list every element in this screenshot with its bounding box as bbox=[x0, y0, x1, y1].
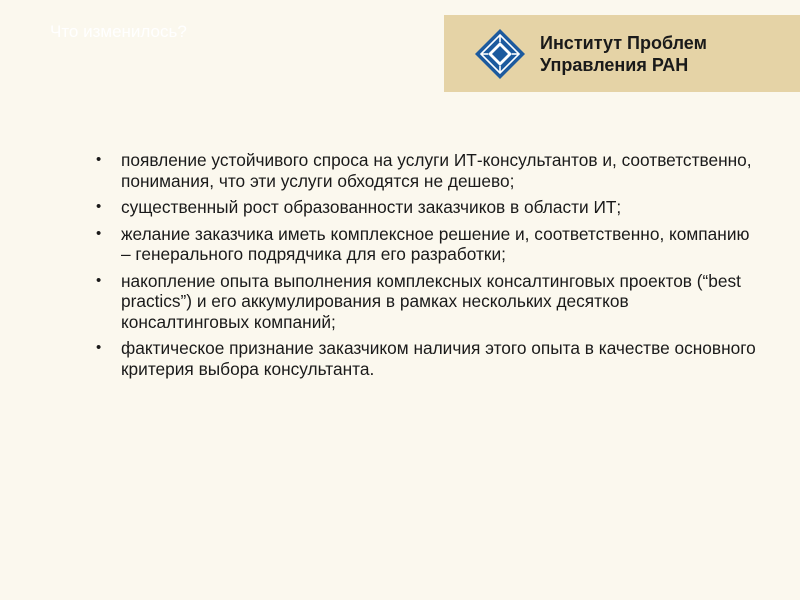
list-item-text: накопление опыта выполнения комплексных консалтинговых проектов (“best practics”) и его аккумулирования в рамках нескольких десятков консалтинговых компаний; bbox=[121, 270, 741, 332]
list-item bbox=[96, 150, 756, 191]
institute-name bbox=[540, 32, 707, 76]
list-item-text: существенный рост образованности заказчиков в области ИТ; bbox=[121, 197, 622, 217]
institute-emblem-icon bbox=[474, 28, 526, 80]
bullet-icon: • bbox=[96, 271, 102, 289]
institute-name-line2: Управления РАН bbox=[540, 55, 689, 75]
list-item bbox=[96, 197, 756, 218]
institute-name-line1: Институт Проблем bbox=[540, 33, 707, 53]
bullet-list bbox=[96, 150, 756, 379]
list-item-text: фактическое признание заказчиком наличия этого опыта в качестве основного критерия выбора консультанта. bbox=[121, 338, 756, 379]
institute-logo bbox=[444, 15, 800, 92]
bullet-icon: • bbox=[96, 224, 102, 242]
slide-title: Что изменилось? bbox=[50, 22, 187, 41]
list-item bbox=[96, 338, 756, 379]
list-item bbox=[96, 224, 756, 265]
bullet-icon: • bbox=[96, 339, 102, 356]
slide-content bbox=[96, 150, 756, 385]
bullet-icon: • bbox=[96, 198, 102, 215]
bullet-icon: • bbox=[96, 151, 102, 168]
list-item-text: желание заказчика иметь комплексное решение и, соответственно, компанию – генерального подрядчика для его разработки; bbox=[121, 223, 750, 264]
list-item-text: появление устойчивого спроса на услуги ИТ-консультантов и, соответственно, понимания, что эти услуги обходятся не дешево; bbox=[121, 150, 752, 191]
list-item bbox=[96, 271, 756, 333]
